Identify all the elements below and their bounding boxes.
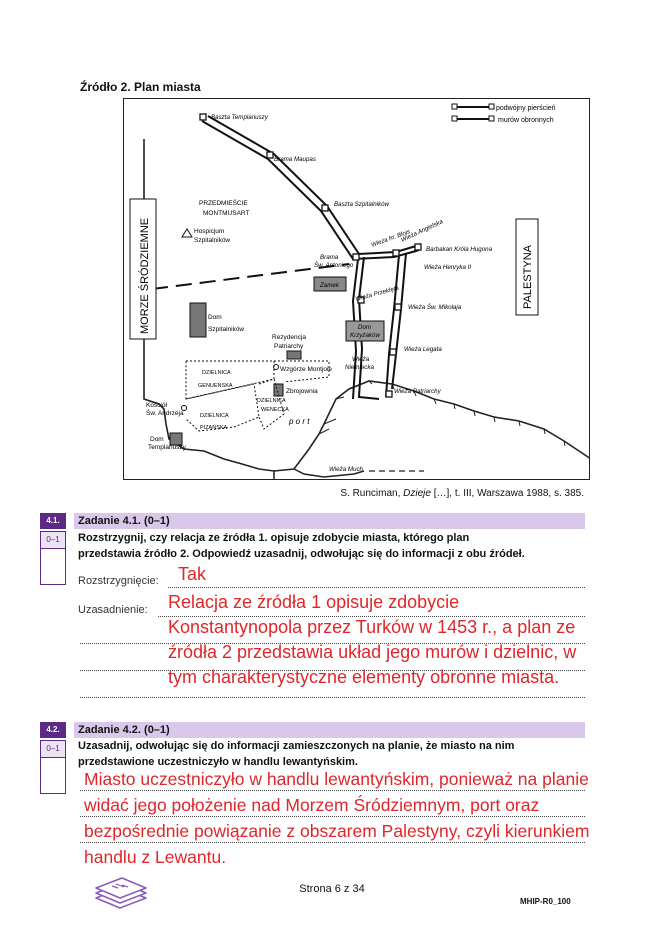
map-label: Wieża — [352, 356, 370, 363]
map-label: Wieża Św. Mikołaja — [408, 304, 462, 311]
zbrojownia — [274, 384, 283, 396]
map-label: DZIELNICA — [257, 398, 286, 404]
map-legend — [452, 104, 556, 124]
map-label: Św. Andrzeja — [146, 410, 184, 417]
rezydencja — [287, 351, 301, 359]
task-title: Zadanie 4.2. (0–1) — [74, 722, 585, 738]
answer-line — [80, 697, 585, 698]
score-box[interactable] — [40, 740, 66, 794]
map-label: Zamek — [320, 282, 339, 289]
map-label: Dom — [150, 436, 164, 443]
map-label: Wieża Legata — [404, 346, 442, 353]
map-label: Św. Antoniego — [314, 262, 354, 269]
legend-line1: podwójny pierścień — [496, 105, 556, 112]
map-label: Szpitalników — [208, 326, 245, 333]
map-label: Kościół — [146, 402, 167, 409]
map-label: Wieża Patriarchy — [394, 388, 441, 395]
map-label: GENUEŃSKA — [198, 383, 233, 389]
map-label: Baszta Templariuszy — [211, 114, 268, 121]
coast-hatching — [319, 381, 565, 446]
map-label: Hospicjum — [194, 228, 225, 235]
map-label: Dom — [208, 314, 222, 321]
dom-szpitalnikow — [190, 303, 206, 337]
task-4-1-header — [40, 513, 585, 529]
hospicjum-marker — [182, 229, 192, 237]
task-prompt: Rozstrzygnij, czy relacja ze źródła 1. opisuje zdobycie miasta, którego plan przedstawia źródło 2. Odpowiedź uzasadnij, odwołując się do informacji z obu źródeł. — [78, 532, 525, 560]
map-label: Baszta Szpitalników — [334, 201, 390, 208]
map-label: Niemiecka — [345, 364, 374, 371]
map-label: Wieża Much — [329, 466, 363, 473]
map-label: PRZEDMIEŚCIE — [199, 200, 248, 207]
map-label: Dom — [358, 324, 372, 331]
map-label: MONTMUSART — [203, 210, 250, 217]
decision-answer[interactable]: Tak — [178, 564, 207, 584]
map-label: Rezydencja — [272, 334, 306, 341]
map-label: Wieża Henryka II — [424, 264, 472, 271]
source-citation: S. Runciman, Dzieje […], t. III, Warszawa 1988, s. 385. — [340, 488, 584, 499]
task-prompt: Uzasadnij, odwołując się do informacji zamieszczonych na planie, że miasto na nim przedstawione uczestniczyło w handlu lewantyńskim. — [78, 740, 515, 768]
map-label: Zbrojownia — [286, 388, 318, 395]
score-box[interactable] — [40, 531, 66, 585]
justification-label: Uzasadnienie: — [78, 604, 148, 616]
score-range: 0–1 — [41, 532, 65, 549]
page-number: Strona 6 z 34 — [299, 883, 365, 895]
map-label: p o r t — [289, 417, 310, 426]
task-number-badge: 4.1. — [40, 513, 66, 529]
map-label: Wieża Angielska — [399, 218, 445, 244]
city-map — [123, 98, 590, 480]
task-title: Zadanie 4.1. (0–1) — [74, 513, 585, 529]
map-label: PIZAŃSKA — [200, 425, 228, 431]
map-label: Wieża Przeklęta — [354, 284, 400, 303]
task-4-2-header — [40, 722, 585, 738]
decision-label: Rozstrzygnięcie: — [78, 575, 159, 587]
map-label: Wzgórze Montjoie — [280, 366, 333, 373]
answer-line — [168, 587, 585, 588]
task2-answer[interactable]: Miasto uczestniczyło w handlu lewantyńskim, ponieważ na planie widać jego położenie nad Morzem Śródziemnym, port oraz bezpośrednie powiązanie z obszarem Palestyny, czyli kierunkiem handlu z Lewantu. — [84, 769, 590, 867]
map-label: WENECKA — [261, 407, 289, 413]
map-label: Templariuszy — [148, 444, 186, 451]
map-label: Szpitalników — [194, 237, 231, 244]
map-label: Brama Maupas — [274, 156, 316, 163]
justification-answer[interactable]: Relacja ze źródła 1 opisuje zdobycie Konstantynopola przez Turków w 1453 r., a plan ze źródła 2 przedstawia układ jego murów i dzielnic, w tym charakterystyczne elementy obronne miasta. — [168, 592, 577, 687]
task-number-badge: 4.2. — [40, 722, 66, 738]
source-title: Źródło 2. Plan miasta — [80, 80, 201, 94]
legend-line2: murów obronnych — [498, 117, 554, 124]
map-label: Wieża hr. Blois — [370, 228, 412, 249]
sea-label: MORZE ŚRÓDZIEMNE — [139, 217, 151, 334]
map-label: Patriarchy — [274, 343, 304, 350]
map-label: DZIELNICA — [202, 370, 231, 376]
score-range: 0–1 — [41, 741, 65, 758]
map-label: Brama — [320, 254, 339, 261]
map-label: DZIELNICA — [200, 413, 229, 419]
palestine-label: PALESTYNA — [522, 245, 534, 309]
map-label: Barbakan Króla Hugona — [426, 246, 493, 253]
map-label: Krzyżaków — [350, 332, 380, 339]
exam-code: MHIP-R0_100 — [520, 897, 571, 906]
